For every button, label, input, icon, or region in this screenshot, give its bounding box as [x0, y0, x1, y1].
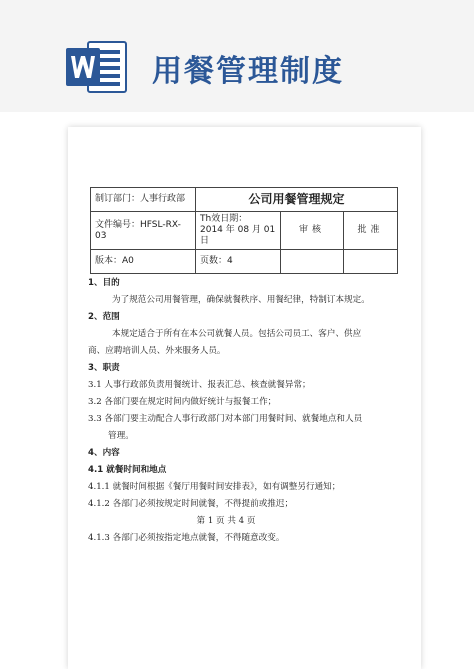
banner-header [0, 0, 474, 112]
effective-date-label: Th效日期： [200, 214, 248, 224]
list-item: 4.1.1 就餐时间根据《餐厅用餐时间安排表》，如有调整另行通知； [88, 482, 341, 492]
list-item: 3.2 各部门要在规定时间内做好统计与报餐工作； [88, 397, 277, 407]
document-page [68, 127, 421, 669]
version-cell: 版本：A0 [91, 250, 196, 274]
dept-cell: 制订部门：人事行政部 [91, 188, 196, 212]
document-meta-table [90, 187, 398, 274]
review-sign-cell [281, 250, 344, 274]
page-title: 用餐管理制度 [152, 54, 344, 89]
page-number-footer: 第 1 页 共 4 页 [196, 516, 256, 526]
review-cell: 审核 [281, 212, 344, 250]
subsection-heading: 4.1 就餐时间和地点 [88, 465, 167, 475]
list-item: 3.1 人事行政部负责用餐统计、报表汇总、核查就餐异常； [88, 380, 311, 390]
approve-sign-cell [344, 250, 398, 274]
effective-date-cell [196, 212, 281, 250]
section-heading: 4、内容 [88, 448, 120, 458]
list-item: 4.1.3 各部门必须按指定地点就餐，不得随意改变。 [88, 533, 285, 543]
doc-title-cell: 公司用餐管理规定 [196, 188, 398, 212]
paragraph: 商、应聘培训人员、外来服务人员。 [88, 346, 226, 356]
approve-cell: 批准 [344, 212, 398, 250]
paragraph: 本规定适合于所有在本公司就餐人员。包括公司员工、客户、供应 [112, 329, 362, 339]
list-item: 4.1.2 各部门必须按规定时间就餐，不得提前或推迟； [88, 499, 294, 509]
section-heading: 1、目的 [88, 278, 120, 288]
pages-cell: 页数：4 [196, 250, 281, 274]
document-body [88, 275, 404, 547]
doc-no-cell: 文件编号：HFSL-RX-03 [91, 212, 196, 250]
effective-date-value: 2014 年 08 月 01 日 [200, 225, 276, 246]
list-item: 3.3 各部门要主动配合人事行政部门对本部门用餐时间、就餐地点和人员 [88, 414, 363, 424]
list-item-continuation: 管理。 [108, 431, 134, 441]
word-icon [66, 38, 128, 96]
section-heading: 2、范围 [88, 312, 120, 322]
section-heading: 3、职责 [88, 363, 120, 373]
paragraph: 为了规范公司用餐管理，确保就餐秩序、用餐纪律，特制订本规定。 [112, 295, 370, 305]
